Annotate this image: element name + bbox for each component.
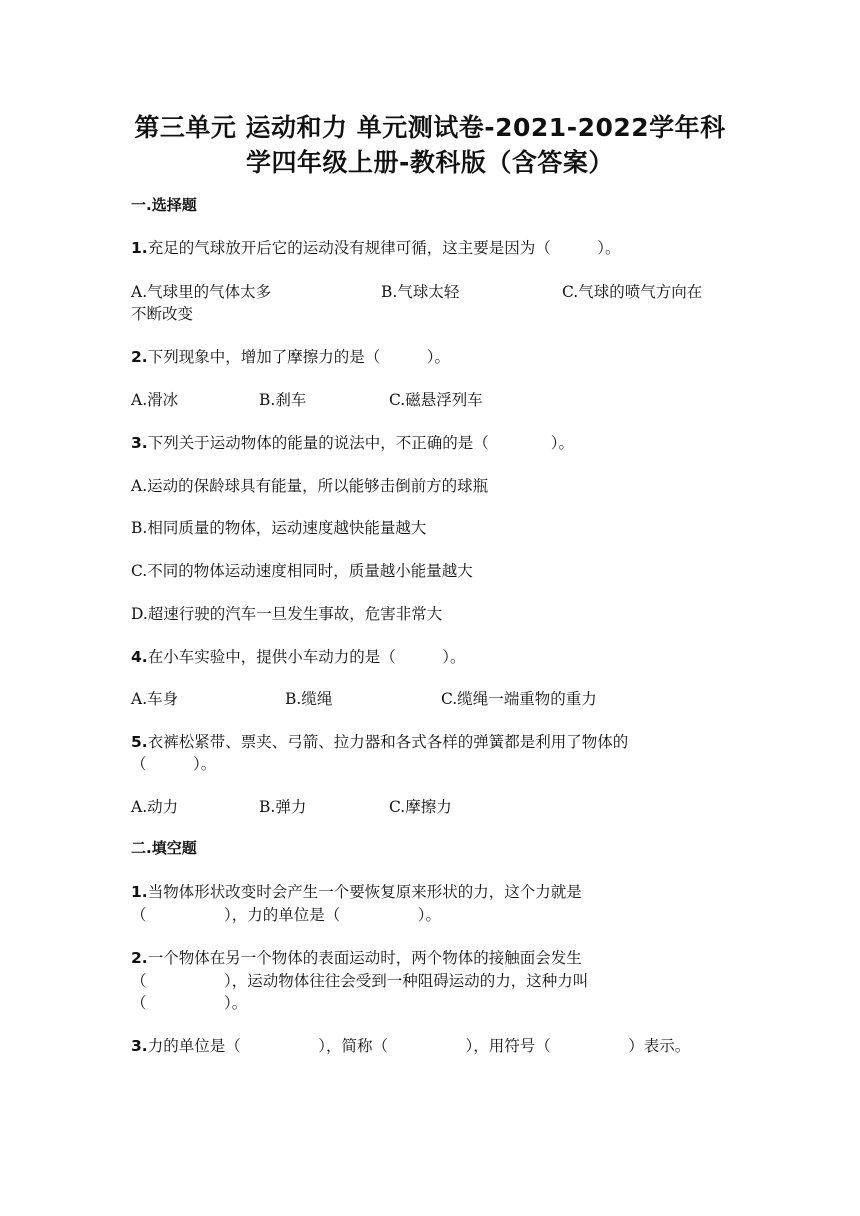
question-text: 下列关于运动物体的能量的说法中，不正确的是（ ）。: [147, 434, 574, 452]
question-4: [131, 645, 465, 667]
question-number: 5.: [131, 733, 148, 751]
fill-question-2-wrap-2: （ ）。: [131, 994, 248, 1012]
question-1: [131, 236, 620, 258]
option-b: B.气球太轻: [381, 283, 460, 301]
question-2: [131, 345, 450, 367]
question-number: 2.: [131, 348, 148, 366]
question-text: 一个物体在另一个物体的表面运动时，两个物体的接触面会发生: [147, 949, 582, 967]
option-c-wrap: 不断改变: [131, 305, 194, 323]
option-a: A.运动的保龄球具有能量，所以能够击倒前方的球瓶: [131, 477, 489, 495]
option-c: C.缆绳一端重物的重力: [441, 690, 597, 708]
option-a: A.气球里的气体太多: [131, 283, 272, 301]
question-3: [131, 431, 574, 453]
fill-question-1-wrap: （ ），力的单位是（ ）。: [131, 906, 442, 924]
option-c: C.磁悬浮列车: [389, 391, 483, 409]
option-c: C.气球的喷气方向在: [562, 283, 703, 301]
question-5-wrap: （ ）。: [131, 755, 217, 773]
question-text: 力的单位是（ ），简称（ ），用符号（ ）表示。: [147, 1037, 691, 1055]
option-b: B.缆绳: [285, 690, 333, 708]
option-a: A.动力: [131, 798, 179, 816]
option-b: B.刹车: [259, 391, 307, 409]
document-title-line-2: 学四年级上册-教科版（含答案）: [246, 148, 614, 177]
section-heading-fill: 二.填空题: [131, 839, 197, 857]
option-b: B.弹力: [259, 798, 307, 816]
question-text: 衣裤松紧带、票夹、弓箭、拉力器和各式各样的弹簧都是利用了物体的: [147, 733, 629, 751]
option-a: A.滑冰: [131, 391, 179, 409]
question-number: 1.: [131, 883, 148, 901]
fill-question-2-wrap: （ ），运动物体往往会受到一种阻碍运动的力，这种力叫: [131, 972, 589, 990]
question-text: 在小车实验中，提供小车动力的是（ ）。: [147, 648, 466, 666]
fill-question-2: [131, 946, 582, 968]
question-number: 3.: [131, 434, 148, 452]
question-number: 3.: [131, 1037, 148, 1055]
option-c: C.摩擦力: [389, 798, 452, 816]
option-c: C.不同的物体运动速度相同时，质量越小能量越大: [131, 562, 473, 580]
question-text: 下列现象中，增加了摩擦力的是（ ）。: [147, 348, 450, 366]
option-b: B.相同质量的物体，运动速度越快能量越大: [131, 519, 427, 537]
option-a: A.车身: [131, 690, 179, 708]
question-number: 1.: [131, 239, 148, 257]
question-number: 2.: [131, 949, 148, 967]
question-5: [131, 730, 628, 752]
fill-question-3: [131, 1034, 690, 1056]
question-number: 4.: [131, 648, 148, 666]
question-text: 当物体形状改变时会产生一个要恢复原来形状的力，这个力就是: [147, 883, 582, 901]
question-text: 充足的气球放开后它的运动没有规律可循，这主要是因为（ ）。: [147, 239, 621, 257]
section-heading-choice: 一.选择题: [131, 196, 197, 214]
document-title-line-1: 第三单元 运动和力 单元测试卷-2021-2022学年科: [134, 113, 726, 142]
option-d: D.超速行驶的汽车一旦发生事故，危害非常大: [131, 605, 443, 623]
fill-question-1: [131, 880, 582, 902]
